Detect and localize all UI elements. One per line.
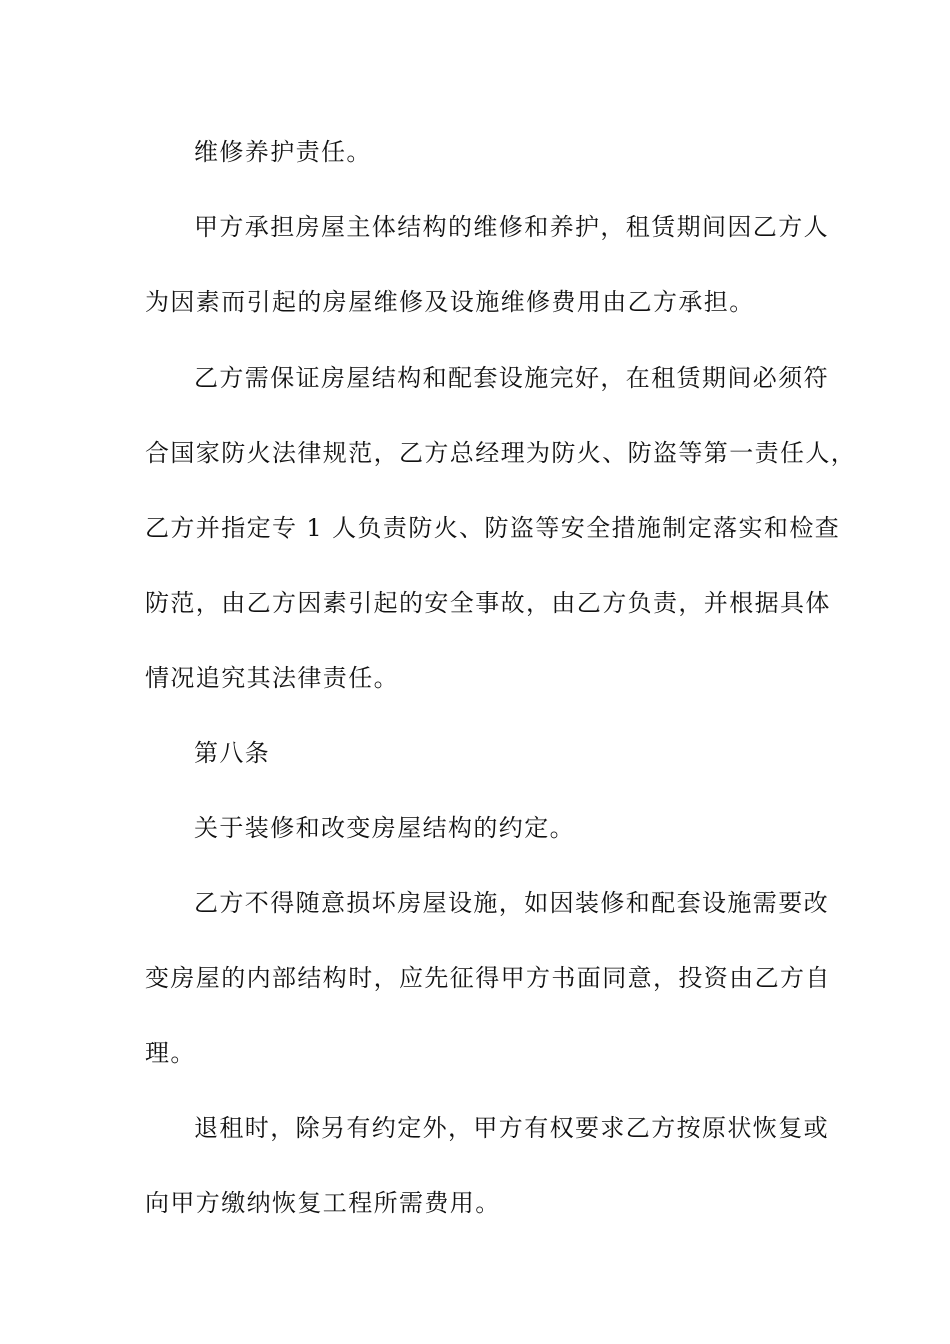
text-line-3: 为因素而引起的房屋维修及设施维修费用由乙方承担。 [145, 288, 755, 316]
text-line-4: 乙方需保证房屋结构和配套设施完好，在租赁期间必须符 [194, 364, 829, 392]
text-line-12: 变房屋的内部结构时，应先征得甲方书面同意，投资由乙方自 [145, 964, 831, 992]
text-line-2: 甲方承担房屋主体结构的维修和养护，租赁期间因乙方人 [194, 213, 829, 241]
text-line-15: 向甲方缴纳恢复工程所需费用。 [145, 1189, 501, 1217]
text-line-13: 理。 [145, 1039, 196, 1067]
text-line-7: 防范，由乙方因素引起的安全事故，由乙方负责，并根据具体 [145, 589, 831, 617]
text-line-14: 退租时，除另有约定外，甲方有权要求乙方按原状恢复或 [194, 1114, 829, 1142]
text-line-11: 乙方不得随意损坏房屋设施，如因装修和配套设施需要改 [194, 889, 829, 917]
text-line-10: 关于装修和改变房屋结构的约定。 [194, 814, 575, 842]
article-heading: 第八条 [194, 739, 271, 767]
text-line-1: 维修养护责任。 [194, 138, 372, 166]
text-line-5: 合国家防火法律规范，乙方总经理为防火、防盗等第一责任人， [145, 439, 857, 467]
text-line-6: 乙方并指定专 1 人负责防火、防盗等安全措施制定落实和检查 [145, 514, 841, 542]
text-line-8: 情况追究其法律责任。 [145, 664, 399, 692]
